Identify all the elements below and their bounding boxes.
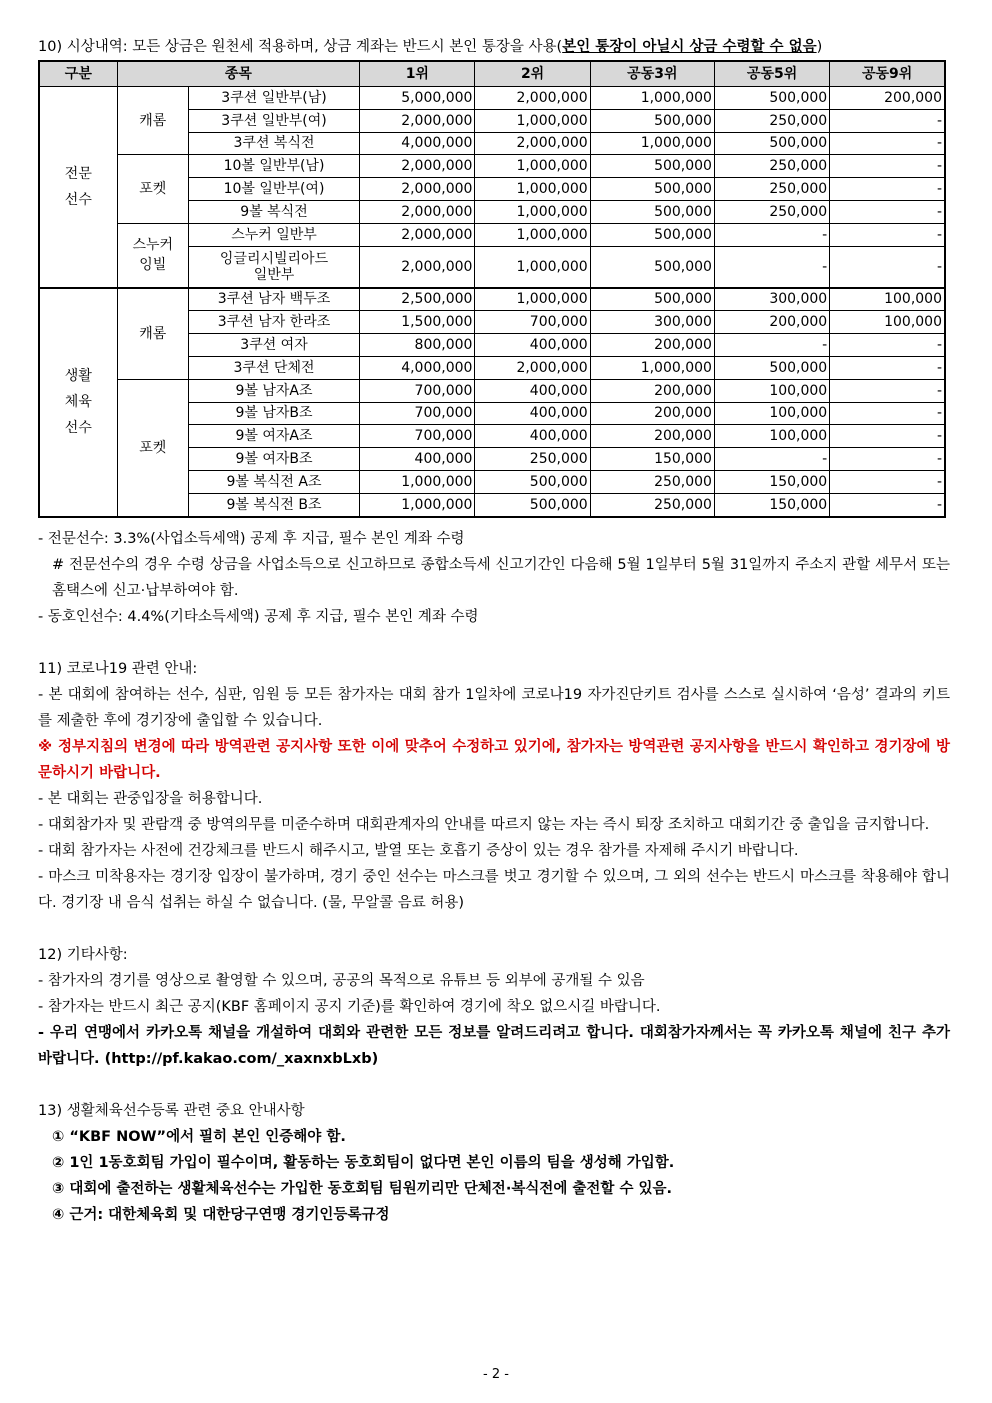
event-cell: 10볼 일반부(남): [188, 155, 359, 178]
prize-cell-p1: 700,000: [360, 402, 475, 425]
table-row: [39, 223, 945, 246]
event-cell: 3쿠션 여자: [188, 334, 359, 357]
misc-line-2: - 참가자는 반드시 최근 공지(KBF 홈페이지 공지 기준)를 확인하여 경기에 착오 없으시길 바랍니다.: [38, 998, 661, 1015]
event-cell: 9볼 여자B조: [188, 448, 359, 471]
covid-line-2: - 본 대회는 관중입장을 허용합니다.: [38, 790, 263, 807]
prize-cell-p3: 500,000: [590, 200, 714, 223]
prize-cell-p1: 1,500,000: [360, 311, 475, 334]
prize-cell-p5: 500,000: [714, 87, 829, 110]
event-cell: 3쿠션 남자 한라조: [188, 311, 359, 334]
prize-cell-p1: 2,000,000: [360, 178, 475, 201]
prize-cell-p9: -: [830, 132, 945, 155]
header-1st: 1위: [360, 61, 475, 87]
header-9th: 공동9위: [830, 61, 945, 87]
prize-cell-p3: 200,000: [590, 334, 714, 357]
event-cell: 3쿠션 복식전: [188, 132, 359, 155]
prize-cell-p5: 250,000: [714, 109, 829, 132]
covid-line-5: - 마스크 미착용자는 경기장 입장이 불가하며, 경기 중인 선수는 마스크를 벗고 경기할 수 있으며, 그 외의 선수는 반드시 마스크를 착용해야 합니다. 경기장 내 음식 섭취는 하실 수 없습니다. (물, 무알콜 음료 허용): [38, 868, 950, 911]
misc-line-1: - 참가자의 경기를 영상으로 촬영할 수 있으며, 공공의 목적으로 유튜브 등 외부에 공개될 수 있음: [38, 972, 645, 989]
prize-cell-p2: 1,000,000: [475, 246, 590, 288]
prize-table: [38, 60, 946, 518]
event-cell: 9볼 복식전: [188, 200, 359, 223]
table-row: [39, 379, 945, 402]
prize-cell-p3: 200,000: [590, 402, 714, 425]
prize-cell-p2: 700,000: [475, 311, 590, 334]
prize-cell-p9: -: [830, 246, 945, 288]
prize-cell-p3: 500,000: [590, 288, 714, 311]
prize-cell-p5: 250,000: [714, 178, 829, 201]
prize-cell-p1: 2,000,000: [360, 246, 475, 288]
prize-cell-p2: 400,000: [475, 379, 590, 402]
prize-cell-p5: -: [714, 334, 829, 357]
prize-cell-p3: 200,000: [590, 379, 714, 402]
page-number: - 2 -: [483, 1367, 509, 1382]
document-page: [38, 36, 950, 1228]
prize-cell-p9: -: [830, 356, 945, 379]
registration-item-2: ② 1인 1동호회팀 가입이 필수이며, 활동하는 동호회팀이 없다면 본인 이름의 팀을 생성해 가입함.: [52, 1154, 675, 1171]
prize-cell-p1: 4,000,000: [360, 132, 475, 155]
prize-cell-p1: 2,500,000: [360, 288, 475, 311]
prize-cell-p3: 1,000,000: [590, 356, 714, 379]
prize-cell-p2: 400,000: [475, 334, 590, 357]
prize-cell-p2: 1,000,000: [475, 109, 590, 132]
prize-cell-p3: 200,000: [590, 425, 714, 448]
prize-cell-p3: 1,000,000: [590, 87, 714, 110]
header-2nd: 2위: [475, 61, 590, 87]
prize-cell-p1: 5,000,000: [360, 87, 475, 110]
prize-cell-p2: 400,000: [475, 425, 590, 448]
prize-cell-p9: -: [830, 223, 945, 246]
event-cell: 스누커 일반부: [188, 223, 359, 246]
prize-cell-p3: 300,000: [590, 311, 714, 334]
event-cell: 9볼 남자B조: [188, 402, 359, 425]
event-cell: 3쿠션 일반부(여): [188, 109, 359, 132]
event-cell: 9볼 복식전 A조: [188, 470, 359, 493]
prize-cell-p1: 2,000,000: [360, 223, 475, 246]
group-cell: 생활 체육 선수: [39, 288, 117, 517]
prize-cell-p5: 300,000: [714, 288, 829, 311]
event-cell: 3쿠션 남자 백두조: [188, 288, 359, 311]
covid-line-3: - 대회참가자 및 관람객 중 방역의무를 미준수하며 대회관계자의 안내를 따르지 않는 자는 즉시 퇴장 조치하고 대회기간 중 출입을 금지합니다.: [38, 816, 930, 833]
prize-cell-p5: 250,000: [714, 155, 829, 178]
prize-cell-p2: 2,000,000: [475, 356, 590, 379]
event-cell: 3쿠션 일반부(남): [188, 87, 359, 110]
subgroup-cell: 포켓: [117, 379, 188, 516]
prize-cell-p5: 250,000: [714, 200, 829, 223]
section11: [38, 656, 950, 916]
header-3rd: 공동3위: [590, 61, 714, 87]
prize-cell-p2: 2,000,000: [475, 132, 590, 155]
section13-title: 13) 생활체육선수등록 관련 중요 안내사항: [38, 1102, 305, 1119]
prize-cell-p1: 700,000: [360, 425, 475, 448]
prize-cell-p3: 150,000: [590, 448, 714, 471]
prize-cell-p2: 2,000,000: [475, 87, 590, 110]
prize-cell-p3: 250,000: [590, 493, 714, 516]
event-cell: 9볼 복식전 B조: [188, 493, 359, 516]
prize-cell-p3: 500,000: [590, 178, 714, 201]
registration-item-4: ④ 근거: 대한체육회 및 대한당구연맹 경기인등록규정: [52, 1206, 390, 1223]
event-cell: 9볼 여자A조: [188, 425, 359, 448]
section10-title-text: 10) 시상내역: 모든 상금은 원천세 적용하며, 상금 계좌는 반드시 본인 통장을 사용(: [38, 39, 563, 55]
prize-cell-p1: 1,000,000: [360, 470, 475, 493]
prize-cell-p2: 500,000: [475, 470, 590, 493]
event-cell: 10볼 일반부(여): [188, 178, 359, 201]
prize-cell-p5: 500,000: [714, 356, 829, 379]
group-cell: 전문 선수: [39, 87, 117, 288]
prize-cell-p2: 1,000,000: [475, 178, 590, 201]
event-cell: 3쿠션 단체전: [188, 356, 359, 379]
prize-table-body: [39, 87, 945, 517]
covid-line-4: - 대회 참가자는 사전에 건강체크를 반드시 해주시고, 발열 또는 호흡기 증상이 있는 경우 참가를 자제해 주시기 바랍니다.: [38, 842, 799, 859]
header-event: 종목: [117, 61, 360, 87]
prize-cell-p9: -: [830, 402, 945, 425]
registration-item-3: ③ 대회에 출전하는 생활체육선수는 가입한 동호회팀 팀원끼리만 단체전·복식전에 출전할 수 있음.: [52, 1180, 673, 1197]
prize-cell-p5: 150,000: [714, 470, 829, 493]
section10-title-suffix: ): [816, 39, 823, 55]
prize-cell-p3: 500,000: [590, 246, 714, 288]
event-cell: 9볼 남자A조: [188, 379, 359, 402]
table-row: [39, 155, 945, 178]
prize-cell-p5: -: [714, 448, 829, 471]
prize-cell-p1: 700,000: [360, 379, 475, 402]
prize-cell-p3: 500,000: [590, 109, 714, 132]
prize-cell-p9: -: [830, 425, 945, 448]
prize-cell-p3: 500,000: [590, 223, 714, 246]
prize-cell-p9: -: [830, 334, 945, 357]
tax-notes: [38, 526, 950, 630]
prize-cell-p9: -: [830, 155, 945, 178]
prize-cell-p9: -: [830, 493, 945, 516]
covid-warning: ※ 정부지침의 변경에 따라 방역관련 공지사항 또한 이에 맞추어 수정하고 있기에, 참가자는 방역관련 공지사항을 반드시 확인하고 경기장에 방문하시기 바랍니다.: [38, 738, 950, 781]
misc-line-kakao: - 우리 연맹에서 카카오톡 채널을 개설하여 대회와 관련한 모든 정보를 알려드리려고 합니다. 대회참가자께서는 꼭 카카오톡 채널에 친구 추가 바랍니다. (http://pf.kakao.com/_xaxnxbLxb): [38, 1024, 950, 1067]
prize-cell-p5: 200,000: [714, 311, 829, 334]
tax-note-amateur: - 동호인선수: 4.4%(기타소득세액) 공제 후 지급, 필수 본인 계좌 수령: [38, 608, 479, 625]
prize-cell-p1: 1,000,000: [360, 493, 475, 516]
prize-table-header: [39, 61, 945, 87]
prize-cell-p2: 1,000,000: [475, 223, 590, 246]
prize-cell-p5: -: [714, 223, 829, 246]
section11-title: 11) 코로나19 관련 안내:: [38, 660, 198, 677]
prize-cell-p9: -: [830, 178, 945, 201]
subgroup-cell: 스누커 잉빌: [117, 223, 188, 287]
table-row: [39, 288, 945, 311]
registration-item-1: ① “KBF NOW”에서 필히 본인 인증해야 함.: [52, 1128, 346, 1145]
prize-cell-p2: 500,000: [475, 493, 590, 516]
prize-cell-p9: 200,000: [830, 87, 945, 110]
prize-cell-p9: -: [830, 109, 945, 132]
prize-cell-p1: 2,000,000: [360, 200, 475, 223]
prize-cell-p3: 1,000,000: [590, 132, 714, 155]
prize-cell-p5: 100,000: [714, 379, 829, 402]
section10-title-bold: 본인 통장이 아닐시 상금 수령할 수 없음: [562, 39, 817, 55]
prize-cell-p2: 1,000,000: [475, 200, 590, 223]
header-5th: 공동5위: [714, 61, 829, 87]
prize-cell-p5: 100,000: [714, 402, 829, 425]
tax-note-pro: - 전문선수: 3.3%(사업소득세액) 공제 후 지급, 필수 본인 계좌 수령: [38, 530, 465, 547]
covid-line-1: - 본 대회에 참여하는 선수, 심판, 임원 등 모든 참가자는 대회 참가 1일차에 코로나19 자가진단키트 검사를 스스로 실시하여 ‘음성’ 결과의 키트를 제출한 후에 경기장에 출입할 수 있습니다.: [38, 686, 950, 729]
prize-cell-p5: 500,000: [714, 132, 829, 155]
prize-cell-p9: -: [830, 448, 945, 471]
prize-cell-p2: 1,000,000: [475, 288, 590, 311]
subgroup-cell: 캐롬: [117, 87, 188, 155]
prize-cell-p5: 100,000: [714, 425, 829, 448]
section12-title: 12) 기타사항:: [38, 946, 128, 963]
prize-cell-p2: 400,000: [475, 402, 590, 425]
section10-title: [38, 36, 950, 58]
prize-cell-p2: 250,000: [475, 448, 590, 471]
subgroup-cell: 포켓: [117, 155, 188, 223]
prize-cell-p1: 800,000: [360, 334, 475, 357]
section12: [38, 942, 950, 1072]
prize-cell-p9: 100,000: [830, 288, 945, 311]
section13: [38, 1098, 950, 1228]
prize-cell-p9: -: [830, 379, 945, 402]
prize-cell-p1: 400,000: [360, 448, 475, 471]
prize-cell-p2: 1,000,000: [475, 155, 590, 178]
prize-cell-p1: 4,000,000: [360, 356, 475, 379]
prize-cell-p1: 2,000,000: [360, 155, 475, 178]
prize-cell-p9: 100,000: [830, 311, 945, 334]
prize-cell-p9: -: [830, 470, 945, 493]
prize-cell-p5: 150,000: [714, 493, 829, 516]
table-row: [39, 87, 945, 110]
header-category: 구분: [39, 61, 117, 87]
prize-cell-p3: 250,000: [590, 470, 714, 493]
subgroup-cell: 캐롬: [117, 288, 188, 380]
prize-cell-p1: 2,000,000: [360, 109, 475, 132]
prize-cell-p9: -: [830, 200, 945, 223]
event-cell: 잉글리시빌리아드 일반부: [188, 246, 359, 288]
prize-cell-p5: -: [714, 246, 829, 288]
prize-cell-p3: 500,000: [590, 155, 714, 178]
tax-note-pro-detail: # 전문선수의 경우 수령 상금을 사업소득으로 신고하므로 종합소득세 신고기간인 다음해 5월 1일부터 5월 31일까지 주소지 관할 세무서 또는 홈택스에 신고·납부하여야 함.: [52, 556, 950, 599]
